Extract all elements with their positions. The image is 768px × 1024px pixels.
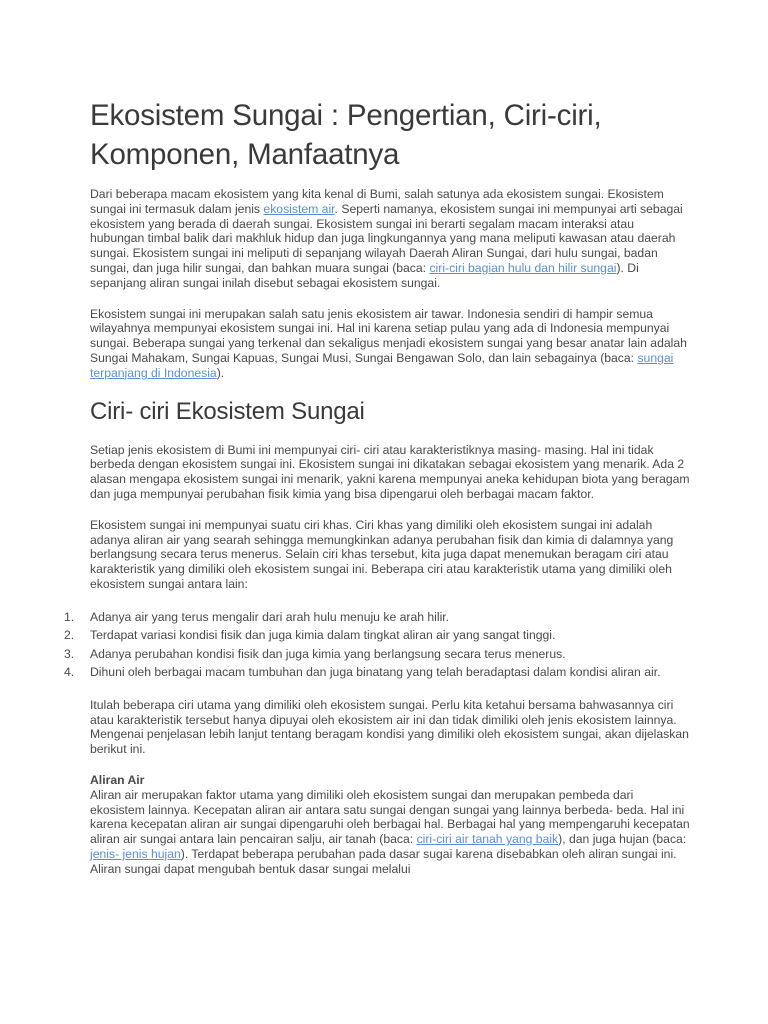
characteristic-item <box>64 663 690 682</box>
paragraph-text: Setiap jenis ekosistem di Bumi ini mempunyai ciri- ciri atau karakteristiknya masing- masing. Hal ini tidak berbeda dengan ekosistem sungai ini. Ekosistem sungai ini dikatakan sebagai ekosistem yang menarik. Ada 2 alasan mengapa ekosistem sungai ini menarik, yakni karena mempunyai aneka kehidupan biota yang beragam dan juga mempunyai perubahan fisik kimia yang bisa dipengarui oleh berbagai macam faktor. <box>90 442 690 501</box>
characteristic-item <box>64 626 690 645</box>
section-body <box>90 443 690 592</box>
paragraph-text: Itulah beberapa ciri utama yang dimiliki oleh ekosistem sungai. Perlu kita ketahui bersama bahwasannya ciri atau karakteristik tersebut hanya dipuyai oleh ekosistem air ini dan tidak dimiliki oleh jenis ekosistem lainnya. Mengenai penjelasan lebih lanjut tentang beragam kondisi yang dimiliki oleh ekosistem sungai, akan dijelaskan berikut ini. <box>90 697 689 757</box>
aliran-air-paragraph <box>90 788 690 877</box>
characteristics-list <box>64 608 690 682</box>
inline-link[interactable]: sungai terpanjang di Indonesia <box>90 350 674 380</box>
list-item-text: Terdapat variasi kondisi fisik dan juga kimia dalam tingkat aliran air yang sangat tinggi. <box>90 628 556 643</box>
paragraph-text: ). Terdapat beberapa perubahan pada dasar sugai karena disebabkan oleh aliran sungai ini. Aliran sungai dapat mengubah bentuk dasar sungai melalui <box>90 846 677 876</box>
paragraph-text: ). <box>216 365 225 380</box>
inline-link[interactable]: ciri-ciri air tanah yang baik <box>416 832 559 847</box>
inline-link[interactable]: ciri-ciri bagian hulu dan hilir sungai <box>429 260 617 275</box>
section-paragraph <box>90 443 690 502</box>
paragraph-text: ). Di sepanjang aliran sungai inilah disebut sebagai ekosistem sungai. <box>90 260 639 290</box>
summary-section <box>90 698 690 757</box>
paragraph-text: Ekosistem sungai ini merupakan salah satu jenis ekosistem air tawar. Indonesia sendiri di hampir semua wilayahnya mempunyai ekosistem sungai ini. Hal ini karena setiap pulau yang ada di Indonesia mempunyai sungai. Beberapa sungai yang terkenal dan sekaligus menjadi ekosistem sungai yang besar anatar lain adalah Sungai Mahakam, Sungai Kapuas, Sungai Musi, Sungai Bengawan Solo, dan lain sebagainya (baca: <box>90 306 687 365</box>
document-page <box>64 96 690 893</box>
paragraph-text: Aliran air merupakan faktor utama yang dimiliki oleh ekosistem sungai dan merupakan pembeda dari ekosistem lainnya. Kecepatan aliran air antara satu sungai dengan sungai yang lainnya berbeda- beda. Hal ini karena kecepatan aliran air sungai dipengaruhi oleh berbagai hal. Berbagai hal yang mempengaruhi kecepatan aliran air sungai antara lain pencairan salju, air tanah (baca: <box>90 787 690 847</box>
list-item-text: Adanya air yang terus mengalir dari arah hulu menuju ke arah hilir. <box>90 609 450 624</box>
page-title <box>90 96 690 174</box>
page-title-line-1: Ekosistem Sungai : Pengertian, Ciri-ciri, <box>90 99 602 132</box>
list-number: 4. <box>64 665 75 680</box>
characteristic-item <box>64 608 690 627</box>
intro-paragraph <box>90 307 690 381</box>
paragraph-text: Dari beberapa macam ekosistem yang kita kenal di Bumi, salah satunya ada ekosistem sungai. Ekosistem sungai ini termasuk dalam jenis <box>90 187 664 216</box>
characteristic-item <box>64 645 690 664</box>
intro-paragraph <box>90 187 690 291</box>
paragraph-text: ), dan juga hujan (baca: <box>558 832 687 847</box>
paragraph-text: . Seperti namanya, ekosistem sungai ini mempunyai arti sebagai ekosistem yang berada di daerah sungai. Ekosistem sungai ini berarti segalam macam interaksi atau hubungan timbal balik dari makhluk hidup dan juga lingkungannya yang mana meliputi kawasan atau daerah sungai. Ekosistem sungai ini meliputi di sepanjang wilayah Daerah Aliran Sungai, dari hulu sungai, badan sungai, dan juga hilir sungai, dan bahkan muara sungai (baca: <box>90 201 683 275</box>
list-item-text: Adanya perubahan kondisi fisik dan juga kimia yang berlangsung secara terus menerus. <box>90 646 566 661</box>
list-number: 3. <box>64 646 75 661</box>
page-title-line-2: Komponen, Manfaatnya <box>90 138 400 171</box>
inline-link[interactable]: jenis- jenis hujan <box>90 846 181 861</box>
subheading-aliran-air: Aliran Air <box>90 772 145 787</box>
section-paragraph <box>90 518 690 592</box>
summary-paragraph <box>90 698 690 757</box>
aliran-air-section <box>90 788 690 877</box>
paragraph-text: Ekosistem sungai ini mempunyai suatu ciri khas. Ciri khas yang dimiliki oleh ekosistem sungai ini adalah adanya aliran air yang searah sehingga memungkinkan adanya perubahan fisik dan kimia di dalamnya yang berlangsung secara terus menerus. Selain ciri khas tersebut, kita juga dapat menemukan beragam ciri atau karakteristik yang dimiliki oleh ekosistem sungai ini. Beberapa ciri atau karakteristik utama yang dimiliki oleh ekosistem sungai antara lain: <box>90 517 674 591</box>
list-number: 2. <box>64 628 75 643</box>
inline-link[interactable]: ekosistem air <box>263 201 335 216</box>
intro-section <box>90 187 690 381</box>
list-number: 1. <box>64 609 75 624</box>
list-item-text: Dihuni oleh berbagai macam tumbuhan dan juga binatang yang telah beradaptasi dalam kondisi aliran air. <box>90 665 661 680</box>
section-heading: Ciri- ciri Ekosistem Sungai <box>90 397 365 425</box>
